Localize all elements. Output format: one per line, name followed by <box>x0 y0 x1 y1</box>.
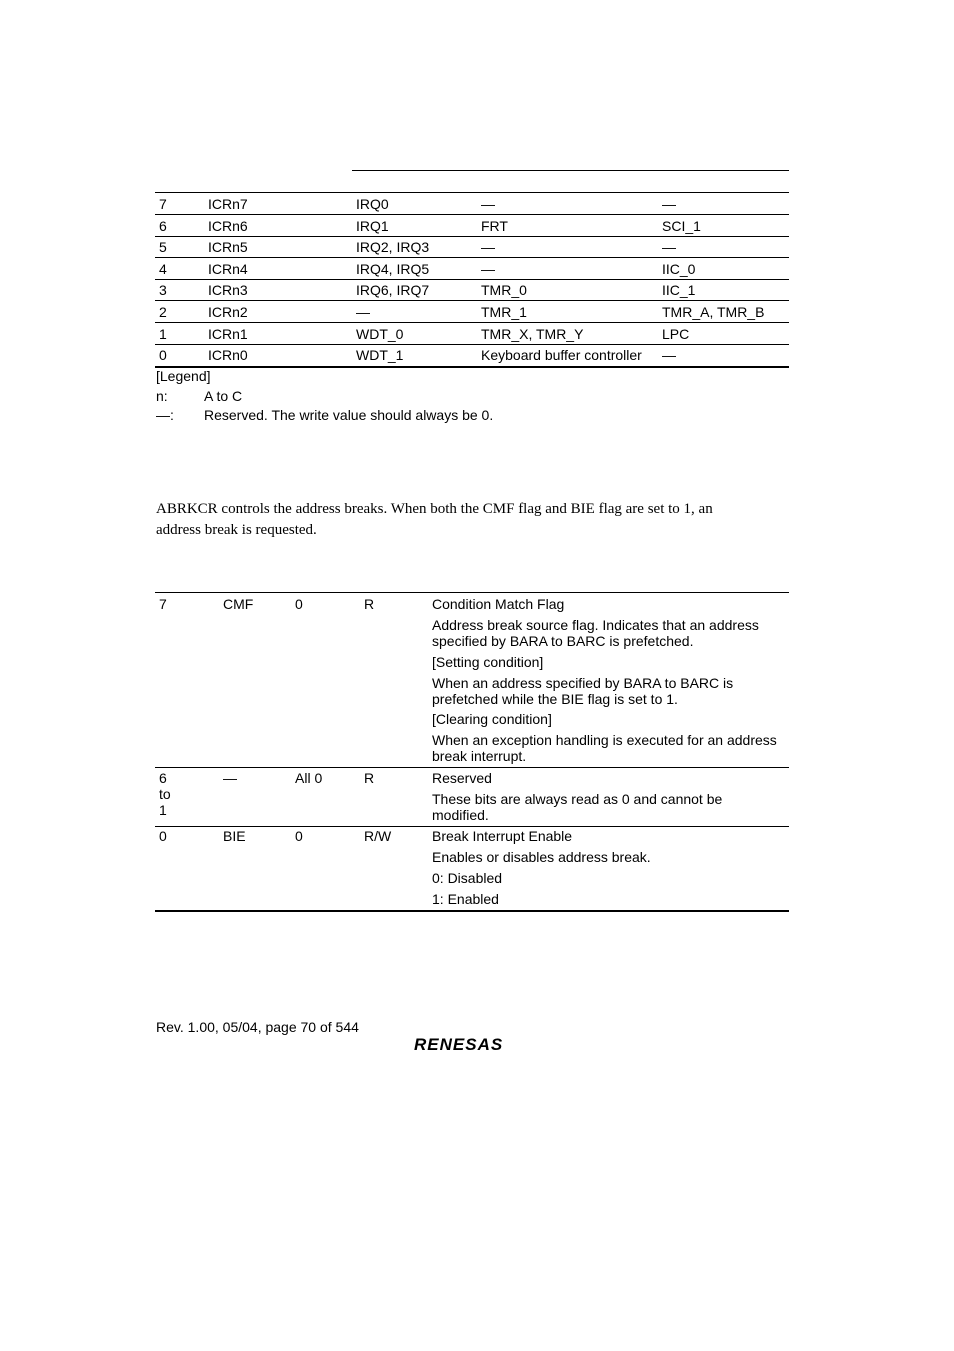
register-cell: ICRn7 <box>208 196 248 212</box>
bit-cell: 2 <box>159 304 167 320</box>
row-divider <box>155 214 789 215</box>
table-top-rule <box>155 592 789 593</box>
icrb-cell: Keyboard buffer controller <box>481 347 642 363</box>
description-text: Address break source flag. Indicates that an address specified by BARA to BARC is prefetched. <box>432 617 759 649</box>
description-text: Enables or disables address break. <box>432 849 651 865</box>
description-text: [Setting condition] <box>432 654 544 670</box>
description-text: When an exception handling is executed for an address break interrupt. <box>432 732 777 764</box>
row-divider <box>155 300 789 301</box>
icra-cell: IRQ2, IRQ3 <box>356 239 430 255</box>
initial-value-cell: 0 <box>295 828 303 844</box>
bit-cell: 0 <box>159 347 167 363</box>
row-divider <box>155 257 789 258</box>
legend-dash-key: —: <box>156 407 174 423</box>
bit-cell: 7 <box>159 596 167 612</box>
bit-name-cell: — <box>223 770 237 786</box>
table-bottom-rule <box>155 366 789 368</box>
bit-name-cell: BIE <box>223 828 246 844</box>
legend-dash-value: Reserved. The write value should always be 0. <box>204 407 494 423</box>
register-cell: ICRn2 <box>208 304 248 320</box>
icrc-cell: TMR_A, TMR_B <box>662 304 765 320</box>
row-divider <box>155 236 789 237</box>
description-text: 1: Enabled <box>432 891 499 907</box>
row-divider <box>155 344 789 345</box>
initial-value-cell: All 0 <box>295 770 323 786</box>
legend-title: [Legend] <box>156 368 211 384</box>
register-cell: ICRn3 <box>208 282 248 298</box>
icrc-cell: — <box>662 196 676 212</box>
bit-name-cell: CMF <box>223 596 254 612</box>
icra-cell: IRQ1 <box>356 218 389 234</box>
icrc-cell: IIC_0 <box>662 261 696 277</box>
bit-cell: 1 <box>159 326 167 342</box>
legend-n-value: A to C <box>204 388 243 404</box>
icra-cell: IRQ6, IRQ7 <box>356 282 430 298</box>
description-title: Break Interrupt Enable <box>432 828 573 844</box>
icrb-cell: — <box>481 261 495 277</box>
register-cell: ICRn1 <box>208 326 248 342</box>
table-top-rule <box>155 192 789 193</box>
description-text: 0: Disabled <box>432 870 503 886</box>
register-cell: ICRn4 <box>208 261 248 277</box>
icra-cell: IRQ4, IRQ5 <box>356 261 430 277</box>
bit-cell: 4 <box>159 261 167 277</box>
row-divider <box>155 279 789 280</box>
icrc-cell: — <box>662 347 676 363</box>
row-divider <box>155 826 789 827</box>
icrc-cell: — <box>662 239 676 255</box>
icrb-cell: — <box>481 239 495 255</box>
icrb-cell: TMR_1 <box>481 304 527 320</box>
icra-cell: WDT_1 <box>356 347 404 363</box>
icrc-cell: SCI_1 <box>662 218 701 234</box>
register-cell: ICRn6 <box>208 218 248 234</box>
rw-cell: R/W <box>364 828 392 844</box>
bit-cell: 0 <box>159 828 167 844</box>
description-text: These bits are always read as 0 and cannot be modified. <box>432 791 723 823</box>
icrb-cell: TMR_0 <box>481 282 527 298</box>
bit-cell: 7 <box>159 196 167 212</box>
register-cell: ICRn0 <box>208 347 248 363</box>
paragraph-line: ABRKCR controls the address breaks. When both the CMF flag and BIE flag are set to 1, an <box>156 501 713 517</box>
page-info: Rev. 1.00, 05/04, page 70 of 544 <box>156 1019 359 1035</box>
icra-cell: IRQ0 <box>356 196 389 212</box>
legend-n-key: n: <box>156 388 168 404</box>
renesas-logo: RENESAS <box>414 1035 504 1054</box>
register-cell: ICRn5 <box>208 239 248 255</box>
description-title: Reserved <box>432 770 492 786</box>
table-bottom-rule <box>155 910 789 912</box>
icrc-cell: LPC <box>662 326 690 342</box>
bit-cell: 6 <box>159 218 167 234</box>
rw-cell: R <box>364 770 375 786</box>
bit-cell: 3 <box>159 282 167 298</box>
row-divider <box>155 767 789 768</box>
rw-cell: R <box>364 596 375 612</box>
description-text: [Clearing condition] <box>432 711 552 727</box>
bit-cell: 1 <box>159 802 167 818</box>
icrc-cell: IIC_1 <box>662 282 696 298</box>
icrb-cell: FRT <box>481 218 508 234</box>
table-header-rule <box>352 170 789 171</box>
description-text: When an address specified by BARA to BARC is prefetched while the BIE flag is set to 1. <box>432 675 734 707</box>
icra-cell: WDT_0 <box>356 326 404 342</box>
bit-cell: 6 <box>159 770 167 786</box>
description-title: Condition Match Flag <box>432 596 565 612</box>
bit-cell: 5 <box>159 239 167 255</box>
row-divider <box>155 322 789 323</box>
icrb-cell: TMR_X, TMR_Y <box>481 326 584 342</box>
paragraph-line: address break is requested. <box>156 522 317 538</box>
icrb-cell: — <box>481 196 495 212</box>
bit-cell: to <box>159 786 171 802</box>
icra-cell: — <box>356 304 370 320</box>
initial-value-cell: 0 <box>295 596 303 612</box>
